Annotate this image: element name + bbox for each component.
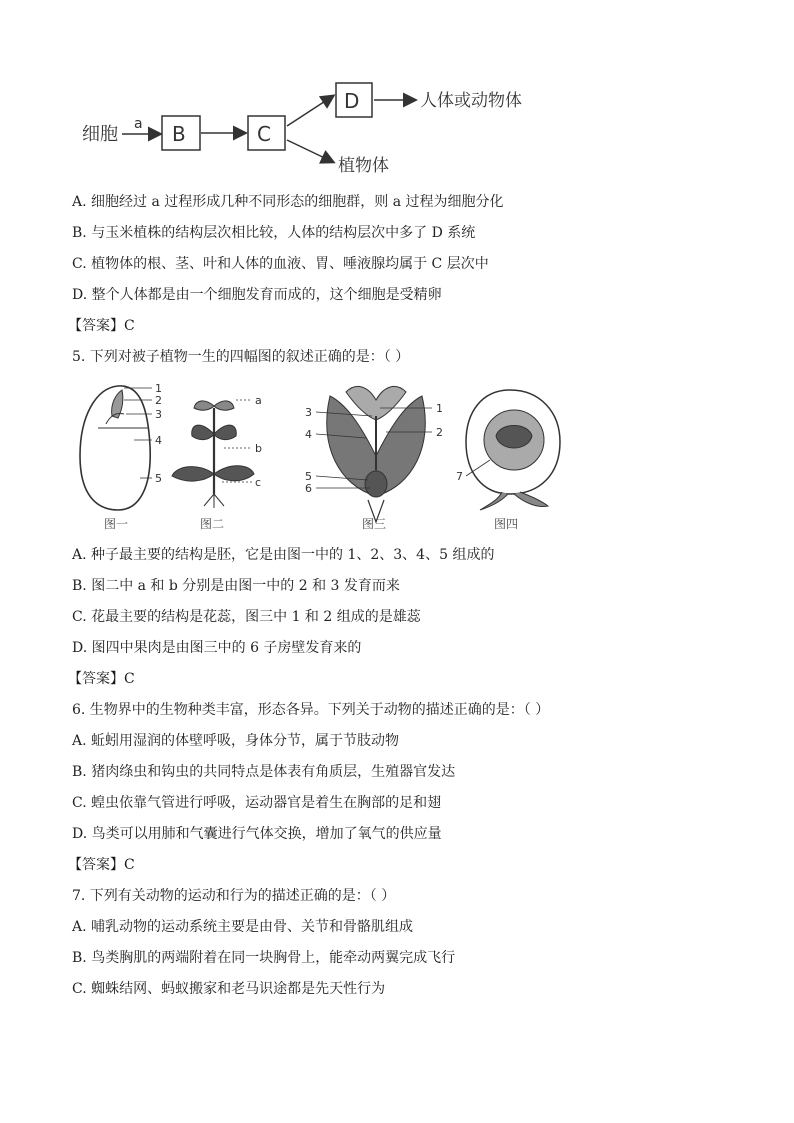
q4-option-c: C. 植物体的根、茎、叶和人体的血液、胃、唾液腺均属于 C 层次中: [72, 256, 489, 272]
output-plant: 植物体: [338, 156, 389, 176]
q7-option-c: C. 蜘蛛结网、蚂蚁搬家和老马识途都是先天性行为: [72, 981, 386, 997]
flow-diagram: [0, 0, 794, 190]
fig1-label-4: 4: [155, 434, 162, 447]
box-d-label: D: [344, 89, 360, 113]
q5-option-c: C. 花最主要的结构是花蕊，图三中 1 和 2 组成的是雄蕊: [72, 609, 421, 625]
box-c-label: C: [257, 122, 271, 146]
fig1-label-3: 3: [155, 408, 162, 421]
fig3-label-6: 6: [305, 482, 312, 495]
fig3-caption: 图三: [362, 517, 387, 531]
fig4-caption: 图四: [494, 517, 519, 531]
q7-stem: 7. 下列有关动物的运动和行为的描述正确的是：（ ）: [72, 888, 396, 904]
fig1-label-2: 2: [155, 394, 162, 407]
fig2-seedling: [172, 394, 262, 531]
flow-start-label: 细胞: [82, 124, 118, 145]
fig3-flower: [305, 386, 443, 531]
fig4-fruit: [456, 390, 560, 531]
fig3-label-3: 3: [305, 406, 312, 419]
q6-option-d: D. 鸟类可以用肺和气囊进行气体交换，增加了氧气的供应量: [72, 826, 442, 842]
arrow-a-label: a: [134, 116, 143, 132]
q5-option-a: A. 种子最主要的结构是胚，它是由图一中的 1、2、3、4、5 组成的: [72, 547, 495, 563]
q7-option-a: A. 哺乳动物的运动系统主要是由骨、关节和骨骼肌组成: [72, 919, 414, 935]
fig3-label-2: 2: [436, 426, 443, 439]
fig2-caption: 图二: [200, 517, 225, 531]
fig4-label-7: 7: [456, 470, 463, 483]
arrow-c-d: [287, 96, 333, 126]
fig2-label-a: a: [255, 394, 262, 407]
fig3-label-5: 5: [305, 470, 312, 483]
fig2-label-b: b: [255, 442, 262, 455]
q7-option-b: B. 鸟类胸肌的两端附着在同一块胸骨上，能牵动两翼完成飞行: [72, 950, 456, 966]
fig1-label-5: 5: [155, 472, 162, 485]
q6-option-a: A. 蚯蚓用湿润的体壁呼吸，身体分节，属于节肢动物: [72, 733, 400, 749]
q6-option-b: B. 猪肉绦虫和钩虫的共同特点是体表有角质层，生殖器官发达: [72, 764, 456, 780]
fig3-label-4: 4: [305, 428, 312, 441]
q5-stem: 5. 下列对被子植物一生的四幅图的叙述正确的是：（ ）: [72, 349, 410, 365]
fig1-seed: [80, 382, 162, 531]
box-b-label: B: [172, 122, 186, 146]
q4-answer: 【答案】C: [68, 318, 135, 334]
q6-stem: 6. 生物界中的生物种类丰富，形态各异。下列关于动物的描述正确的是：（ ）: [72, 702, 550, 718]
output-human-animal: 人体或动物体: [420, 91, 522, 111]
q5-answer: 【答案】C: [68, 671, 135, 687]
fig2-label-c: c: [255, 476, 262, 489]
q5-option-d: D. 图四中果肉是由图三中的 6 子房壁发育来的: [72, 640, 362, 656]
fig3-label-1: 1: [436, 402, 443, 415]
q4-option-b: B. 与玉米植株的结构层次相比较，人体的结构层次中多了 D 系统: [72, 225, 476, 241]
q6-answer: 【答案】C: [68, 857, 135, 873]
q4-option-a: A. 细胞经过 a 过程形成几种不同形态的细胞群，则 a 过程为细胞分化: [72, 194, 504, 210]
arrow-c-plant: [287, 140, 333, 162]
q6-option-c: C. 蝗虫依靠气管进行呼吸，运动器官是着生在胸部的足和翅: [72, 795, 442, 811]
q5-figures: [0, 376, 794, 536]
q5-option-b: B. 图二中 a 和 b 分别是由图一中的 2 和 3 发育而来: [72, 578, 400, 594]
q4-option-d: D. 整个人体都是由一个细胞发育而成的，这个细胞是受精卵: [72, 287, 442, 303]
fig1-label-1: 1: [155, 382, 162, 395]
fig1-caption: 图一: [104, 517, 129, 531]
